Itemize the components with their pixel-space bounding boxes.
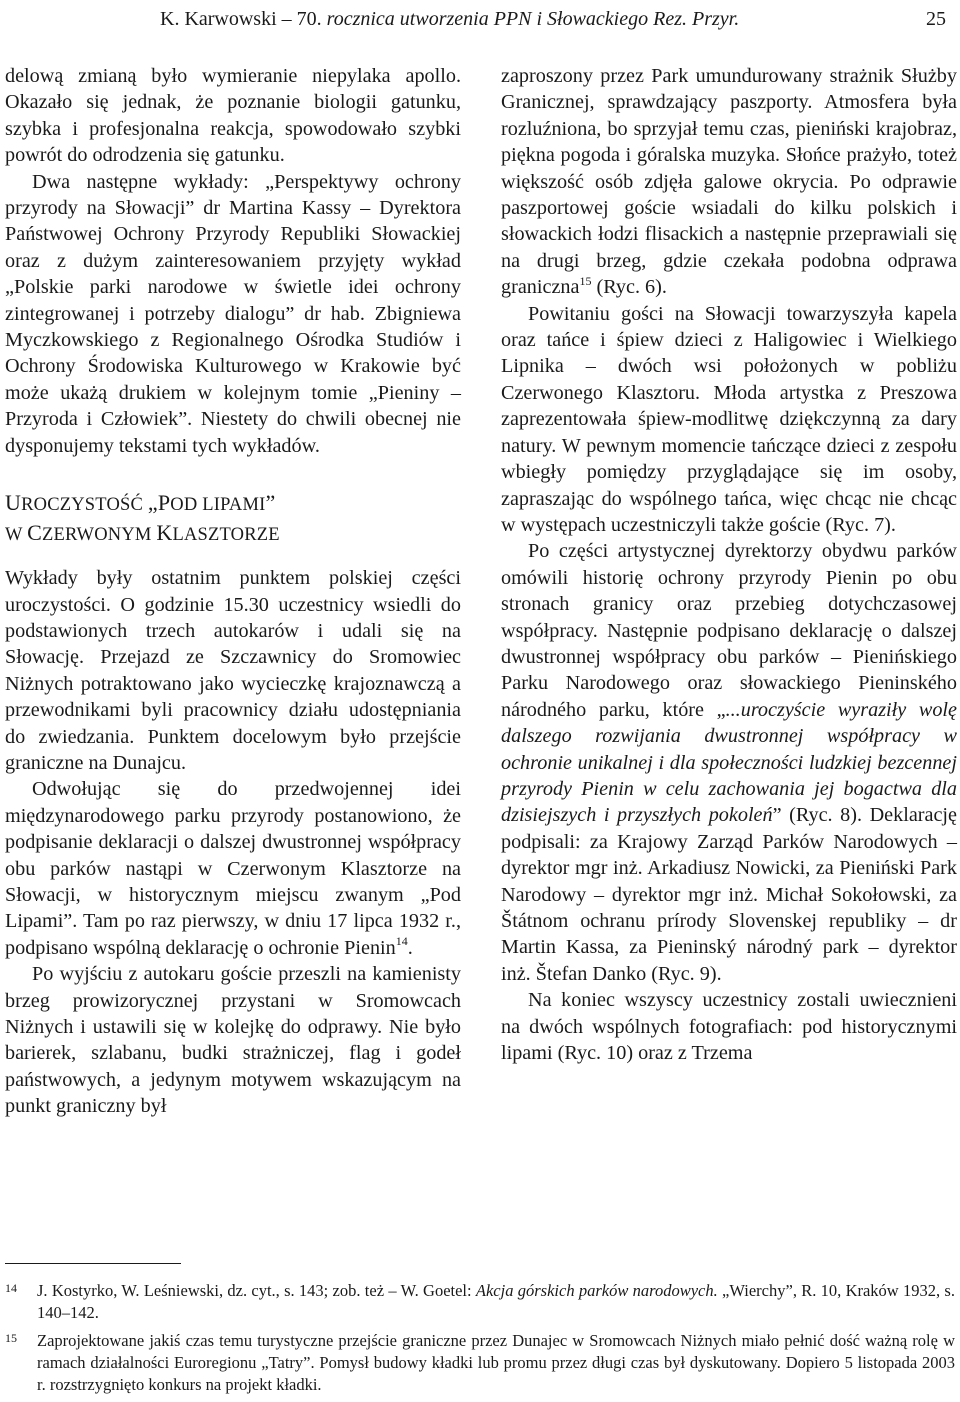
- footnote-15: 15 Zaprojektowane jakiś czas temu turystyczne przejście graniczne przez Dunajec w Sromowcach Niżnych miało pełnić dość ważną rolę w ramach działalności Euroregionu „Tatry”. Pomysł budowy kładki lub promu przez długi czas był dyskutowany. Dopiero 5 listopada 2003 r. rozstrzygnięto konkurs na projekt kładki.: [5, 1331, 955, 1394]
- right-paragraph-3: Po części artystycznej dyrektorzy obydwu parków omówili historię ochrony przyrody Pienin po obu stronach granicy oraz przebieg dotychczasowej współpracy. Następnie podpisano deklarację o dalszej dwustronnej współpracy obu parków – Pienińskiego Parku Narodowego oraz słowackiego Pieninského národného parku, które „...uroczyście wyraziły wolę dalszego rozwijania dwustronnej współpracy w ochronie unikalnej i dla społeczności ludzkiej bezcennej przyrody Pienin w celu zachowania jej bogactwa dla dzisiejszych i przyszłych pokoleń” (Ryc. 8). Deklarację podpisali: za Krajowy Zarząd Parków Narodowych – dyrektor mgr inż. Arkadiusz Nowicki, za Pieniński Park Narodowy – dyrektor mgr inż. Michał Sokołowski, za Štátnom ochranu prírody Slovenskej republiky – dr Martin Kassa, za Pieninský národný park – dyrektor inż. Štefan Danko (Ryc. 9).: [501, 540, 957, 985]
- left-paragraph-4: Odwołując się do przedwojennej idei międzynarodowego parku przyrody postanowiono, że podpisanie deklaracji o dalszej dwustronnej współpracy obu parków nastąpi w Czerwonym Klasztorze na Słowacji, w historycznym miejscu zwanym „Pod Lipami”. Tam po raz pierwszy, w dniu 17 lipca 1932 r., podpisano wspólną deklarację o ochronie Pienin$^{14}$.: [5, 778, 461, 959]
- footnote-ref-15: 15: [579, 273, 592, 288]
- page-number: 25: [926, 8, 946, 30]
- left-paragraph-1: delową zmianą było wymieranie niepylaka apollo. Okazało się jednak, że poznanie biologii gatunku, szybka i profesjonalna reakcja, spowodowało szybki powrót do odrodzenia się gatunku.: [5, 65, 461, 167]
- right-paragraph-1: zaproszony przez Park umundurowany strażnik Służby Granicznej, sprawdzający paszporty. Atmosfera była rozluźniona, bo sprzyjał temu czas, pieniński krajobraz, piękna pogoda i góralska muzyka. Słońce prażyło, toteż większość osób zdjęła galowe okrycia. Po odprawie paszportowej goście wsiadali do kilku polskich i słowackich łodzi flisackich a następnie przeprawiali się na drugi brzeg, gdzie czekała podobna odprawa graniczna$^{15}$ (Ryc. 6).: [501, 65, 957, 299]
- right-paragraph-2: Powitaniu gości na Słowacji towarzyszyła kapela oraz tańce i śpiew dzieci z Haligowiec i Wielkiego Lipnika – dwóch wsi położonych w pobliżu Czerwonego Klasztoru. Młoda artystka z Preszowa zaprezentowała śpiew-modlitwę dziękczynną za dary natury. W pewnym momencie tańczące dzieci z zespołu wbiegły pomiędzy przyglądające się im osoby, zapraszając do wspólnego tańca, więc chcąc nie chcąc w występach uczestniczyli także goście (Ryc. 7).: [501, 302, 957, 536]
- running-header: [0, 4, 960, 34]
- right-column: [501, 63, 957, 1066]
- footnote-14: 14 J. Kostyrko, W. Leśniewski, dz. cyt., s. 143; zob. też – W. Goetel: Akcja górskich parków narodowych. „Wierchy”, R. 10, Kraków 1932, s. 140–142.: [5, 1281, 955, 1322]
- right-paragraph-4: Na koniec wszyscy uczestnicy zostali uwiecznieni na dwóch wspólnych fotografiach: pod historycznymi lipami (Ryc. 10) oraz z Trzema: [501, 989, 957, 1065]
- footnote-divider: [5, 1263, 181, 1264]
- header-author: K. Karwowski – 70.: [160, 8, 327, 30]
- left-paragraph-5: Po wyjściu z autokaru goście przeszli na kamienisty brzeg prowizorycznej przystani w Sromowcach Niżnych i ustawili się w kolejkę do odprawy. Nie było barierek, szlabanu, budki strażniczej, flag i godeł państwowych, a jedynym motywem wskazującym na punkt graniczny był: [5, 963, 461, 1118]
- header-title: [160, 4, 739, 34]
- section-heading: UROCZYSTOŚĆ „POD LIPAMI” W CZERWONYM KLASZTORZE: [5, 490, 280, 546]
- footnotes: [5, 1280, 955, 1402]
- footnote-ref-14: 14: [395, 934, 408, 949]
- header-article-title: rocznica utworzenia PPN i Słowackiego Rez. Przyr.: [326, 8, 740, 30]
- left-paragraph-3: Wykłady były ostatnim punktem polskiej części uroczystości. O godzinie 15.30 uczestnicy wsiedli do podstawionych trzech autokarów i udali się na Słowację. Przejazd ze Szczawnicy do Sromowiec Niżnych potraktowano jako wycieczkę krajoznawczą a przewodnikami byli pracownicy działu udostępniania do zwiedzania. Punktem docelowym było przejście graniczne na Dunajcu.: [5, 567, 461, 774]
- left-column: [5, 63, 461, 1120]
- left-paragraph-2: Dwa następne wykłady: „Perspektywy ochrony przyrody na Słowacji” dr Martina Kassy – Dyrektora Państwowej Ochrony Przyrody Republiki Słowackiej oraz z dużym zainteresowaniem przyjęty wykład „Polskie parki narodowe w świetle idei ochrony zintegrowanej i potrzeby dialogu” dr hab. Zbigniewa Myczkowskiego z Regionalnego Ośrodka Studiów i Ochrony Środowiska Kulturowego w Krakowie być może ukażą drukiem w kolejnym tomie „Pieniny – Przyroda i Człowiek”. Niestety do chwili obecnej nie dysponujemy tekstami tych wykładów.: [5, 170, 461, 457]
